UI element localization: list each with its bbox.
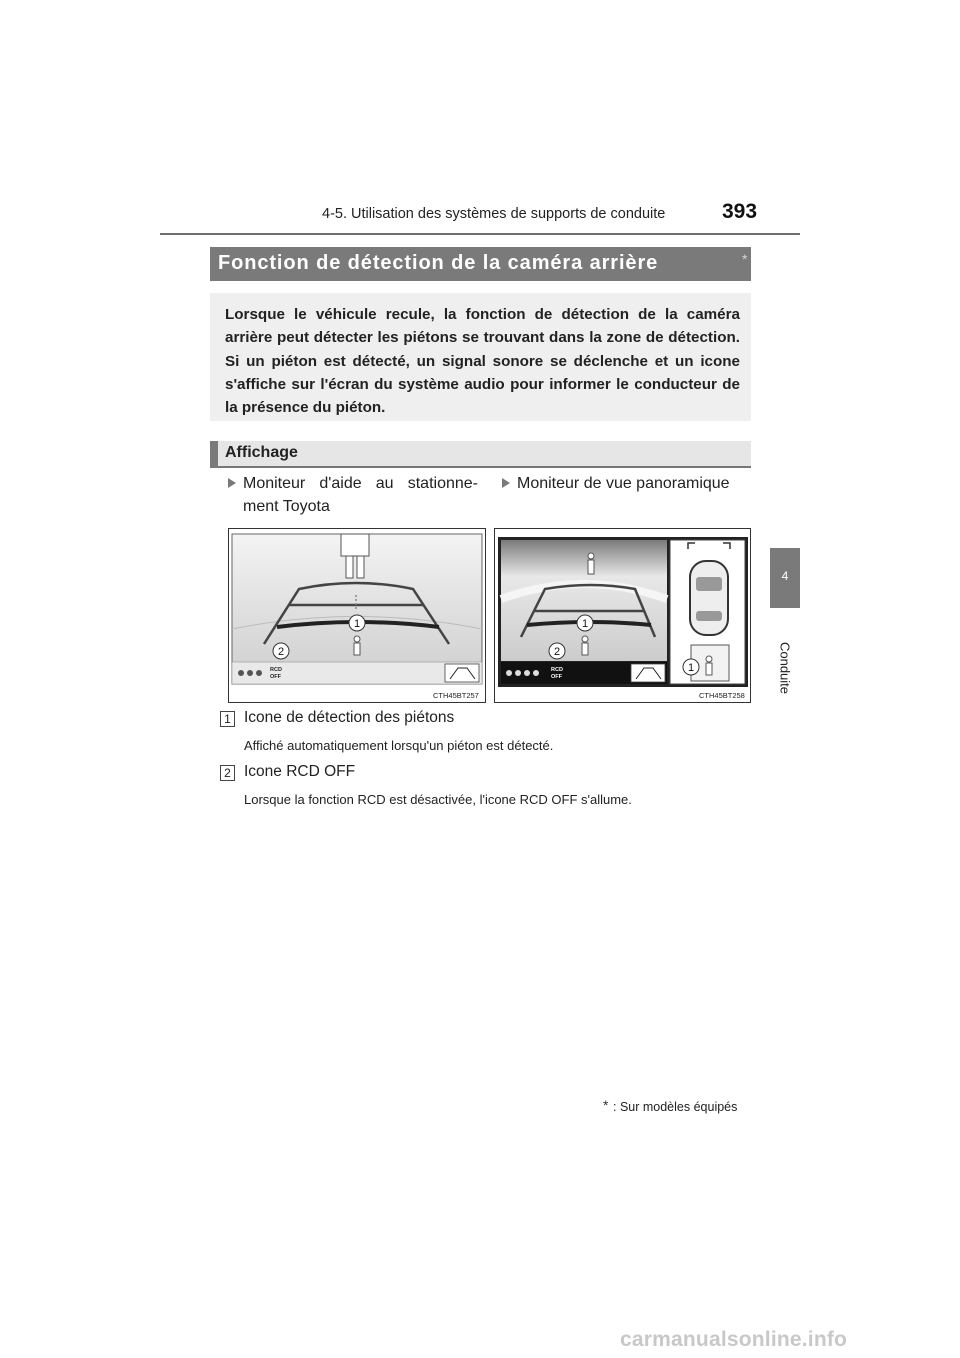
chapter-tab-label: Conduite — [777, 641, 793, 695]
chapter-tab-label-box — [770, 608, 800, 728]
section-title: Fonction de détection de la caméra arrière — [218, 252, 659, 274]
footnote-text: : Sur modèles équipés — [613, 1100, 738, 1114]
subsection-accent — [210, 441, 218, 468]
intro-box — [210, 293, 751, 421]
subsection-title: Affichage — [225, 444, 298, 461]
intro-text: Lorsque le véhicule recule, la fonction de détection de la caméra arrière peut détecter les piétons se trouvant dans la zone de détection. Si un piéton est détecté, un signal sonore se déclenche et un icone s'affiche sur l'écran du système audio pour informer le conducteur de la présence du piéton. — [225, 306, 740, 417]
callout-1-number: 1 — [353, 618, 361, 630]
callout-2-number: 2 — [277, 646, 285, 658]
bullet-toyota-parking-monitor — [228, 472, 478, 518]
callout-2 — [549, 643, 565, 659]
pedestrian-icon — [706, 656, 712, 675]
rcd-label: RCD — [551, 667, 563, 673]
legend-2-description: Lorsque la fonction RCD est désactivée, l'icone RCD OFF s'allume. — [244, 792, 632, 807]
callout-1 — [349, 615, 365, 631]
figure-panoramic-monitor — [494, 528, 751, 703]
rcd-off-icon — [270, 667, 282, 680]
watermark: carmanualsonline.info — [620, 1328, 848, 1351]
footnote-mark: * — [603, 1097, 609, 1113]
callout-1 — [577, 615, 593, 631]
pedestrian-figure — [588, 553, 594, 574]
callout-1b-number: 1 — [687, 662, 695, 674]
pedestrian-icon — [354, 636, 360, 655]
legend-number-1: 1 — [220, 711, 235, 727]
chapter-tab — [770, 548, 800, 608]
bullet-text-line2: ment Toyota — [243, 498, 330, 515]
legend-number-2: 2 — [220, 765, 235, 781]
panoramic-monitor-screen — [495, 529, 750, 702]
off-label: OFF — [270, 674, 281, 680]
bullet-panoramic-monitor — [502, 472, 752, 495]
bullet-triangle-icon — [502, 478, 510, 488]
rcd-label: RCD — [270, 667, 282, 673]
header-rule — [160, 233, 800, 235]
sensor-icons — [238, 670, 262, 676]
figure-caption: CTH45BT258 — [699, 691, 745, 700]
bullet-text-line1: Moniteur d'aide au stationne- — [243, 475, 478, 492]
car-top-icon — [690, 561, 728, 635]
off-label: OFF — [551, 674, 562, 680]
chapter-tab-number: 4 — [781, 569, 789, 583]
figure-parking-monitor — [228, 528, 486, 703]
guide-toggle-icon — [631, 664, 665, 682]
legend-2-title: Icone RCD OFF — [244, 763, 356, 780]
callout-1-secondary — [683, 659, 699, 675]
legend-1-description: Affiché automatiquement lorsqu'un piéton est détecté. — [244, 738, 554, 753]
bullet-triangle-icon — [228, 478, 236, 488]
callout-2-number: 2 — [553, 646, 561, 658]
chapter-header: 4-5. Utilisation des systèmes de supports de conduite — [322, 206, 666, 222]
legend-1-title: Icone de détection des piétons — [244, 709, 455, 726]
parking-monitor-screen — [229, 529, 485, 702]
title-footnote-mark: * — [742, 251, 748, 267]
callout-1-number: 1 — [581, 618, 589, 630]
figure-caption: CTH45BT257 — [433, 691, 479, 700]
guide-toggle-icon — [445, 664, 479, 682]
rcd-off-icon — [551, 667, 563, 680]
callout-2 — [273, 643, 289, 659]
page-number: 393 — [722, 200, 758, 223]
bullet-text: Moniteur de vue panoramique — [517, 475, 730, 492]
pedestrian-icon — [582, 636, 588, 655]
